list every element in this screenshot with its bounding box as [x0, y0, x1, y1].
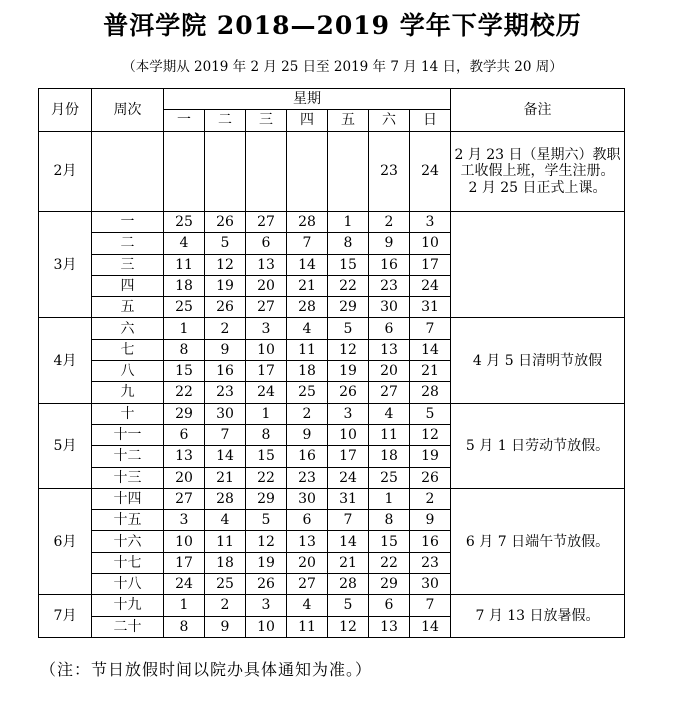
month-label: 5月: [39, 403, 92, 488]
day-cell: 8: [164, 339, 205, 360]
month-note: [451, 318, 625, 403]
day-cell: 27: [287, 574, 328, 595]
week-number: 三: [92, 254, 164, 275]
header-month: 月份: [39, 89, 92, 132]
day-cell: 30: [410, 574, 451, 595]
day-cell: 22: [164, 382, 205, 403]
day-cell: 20: [287, 552, 328, 573]
header-note: 备注: [451, 89, 625, 132]
day-cell: 7: [205, 424, 246, 445]
day-cell: 21: [287, 275, 328, 296]
day-cell: 1: [246, 403, 287, 424]
day-cell: 6: [369, 595, 410, 616]
day-cell: 18: [205, 552, 246, 573]
day-cell: 10: [328, 424, 369, 445]
day-cell: 15: [369, 531, 410, 552]
week-row: [39, 595, 625, 616]
day-cell: 17: [328, 446, 369, 467]
day-cell: 30: [287, 488, 328, 509]
semester-subtitle: （本学期从 2019 年 2 月 25 日至 2019 年 7 月 14 日，教学共 20 周）: [122, 59, 563, 75]
day-cell: 18: [164, 275, 205, 296]
day-cell: 7: [287, 233, 328, 254]
day-cell: 12: [328, 339, 369, 360]
day-cell: 19: [328, 361, 369, 382]
header-weekday: 四: [287, 110, 328, 132]
note-line: 2 月 23 日（星期六）教职工收假上班，学生注册。: [454, 147, 621, 180]
day-cell: 8: [328, 233, 369, 254]
day-cell: 29: [246, 488, 287, 509]
day-cell: 29: [328, 297, 369, 318]
footnote: （注：节日放假时间以院办具体通知为准。）: [40, 660, 373, 679]
day-cell: 20: [246, 275, 287, 296]
week-row: [39, 403, 625, 424]
day-cell: 29: [369, 574, 410, 595]
day-cell: 17: [246, 361, 287, 382]
day-cell: 25: [287, 382, 328, 403]
day-cell: 26: [328, 382, 369, 403]
day-cell: 5: [328, 595, 369, 616]
day-cell: 29: [164, 403, 205, 424]
week-row: [39, 488, 625, 509]
day-cell: [328, 132, 369, 212]
day-cell: 18: [287, 361, 328, 382]
month-label: 7月: [39, 595, 92, 638]
day-cell: 20: [164, 467, 205, 488]
week-number: 八: [92, 361, 164, 382]
day-cell: 27: [164, 488, 205, 509]
week-number: 五: [92, 297, 164, 318]
day-cell: 22: [369, 552, 410, 573]
month-label: 3月: [39, 212, 92, 318]
day-cell: 24: [164, 574, 205, 595]
day-cell: 23: [287, 467, 328, 488]
week-number: [92, 132, 164, 212]
day-cell: 23: [369, 275, 410, 296]
header-weekday: 日: [410, 110, 451, 132]
day-cell: 3: [246, 318, 287, 339]
day-cell: 4: [369, 403, 410, 424]
day-cell: 2: [287, 403, 328, 424]
day-cell: 10: [246, 616, 287, 637]
header-weekday: 一: [164, 110, 205, 132]
day-cell: 13: [246, 254, 287, 275]
day-cell: 15: [164, 361, 205, 382]
day-cell: 28: [205, 488, 246, 509]
day-cell: 4: [287, 318, 328, 339]
header-weekday: 六: [369, 110, 410, 132]
day-cell: 9: [205, 616, 246, 637]
day-cell: 6: [287, 510, 328, 531]
day-cell: 1: [369, 488, 410, 509]
week-number: 四: [92, 275, 164, 296]
day-cell: 26: [205, 212, 246, 233]
day-cell: 8: [246, 424, 287, 445]
day-cell: 28: [328, 574, 369, 595]
day-cell: 2: [205, 595, 246, 616]
note-line: 4 月 5 日清明节放假: [472, 352, 603, 369]
day-cell: 5: [410, 403, 451, 424]
month-note: [451, 212, 625, 318]
week-row: [39, 132, 625, 212]
day-cell: 1: [164, 595, 205, 616]
day-cell: 24: [410, 132, 451, 212]
day-cell: 10: [164, 531, 205, 552]
week-number: 九: [92, 382, 164, 403]
month-note: [451, 595, 625, 638]
day-cell: 19: [246, 552, 287, 573]
day-cell: 1: [328, 212, 369, 233]
day-cell: 6: [164, 424, 205, 445]
note-line: 2 月 25 日正式上课。: [468, 179, 607, 196]
day-cell: 30: [369, 297, 410, 318]
day-cell: 7: [410, 595, 451, 616]
day-cell: 13: [287, 531, 328, 552]
header-weekday-group: 星期: [164, 89, 451, 110]
header-weekday: 三: [246, 110, 287, 132]
day-cell: 28: [287, 297, 328, 318]
day-cell: 3: [328, 403, 369, 424]
day-cell: 10: [410, 233, 451, 254]
day-cell: [205, 132, 246, 212]
month-note: [451, 132, 625, 212]
note-line: 5 月 1 日劳动节放假。: [465, 437, 610, 454]
day-cell: 10: [246, 339, 287, 360]
day-cell: 12: [205, 254, 246, 275]
day-cell: 23: [205, 382, 246, 403]
month-label: 4月: [39, 318, 92, 403]
day-cell: 23: [369, 132, 410, 212]
day-cell: 21: [328, 552, 369, 573]
header-weekday: 五: [328, 110, 369, 132]
day-cell: 17: [410, 254, 451, 275]
day-cell: 28: [410, 382, 451, 403]
day-cell: 7: [410, 318, 451, 339]
week-number: 一: [92, 212, 164, 233]
day-cell: 4: [164, 233, 205, 254]
month-label: 2月: [39, 132, 92, 212]
day-cell: 15: [246, 446, 287, 467]
day-cell: 4: [287, 595, 328, 616]
day-cell: 16: [287, 446, 328, 467]
day-cell: 13: [164, 446, 205, 467]
day-cell: 11: [164, 254, 205, 275]
day-cell: 19: [410, 446, 451, 467]
day-cell: 8: [164, 616, 205, 637]
week-number: 六: [92, 318, 164, 339]
day-cell: 24: [410, 275, 451, 296]
week-row: [39, 212, 625, 233]
day-cell: 30: [205, 403, 246, 424]
day-cell: 21: [205, 467, 246, 488]
week-number: 十九: [92, 595, 164, 616]
day-cell: 7: [328, 510, 369, 531]
day-cell: 22: [328, 275, 369, 296]
day-cell: 2: [205, 318, 246, 339]
day-cell: 12: [246, 531, 287, 552]
day-cell: [246, 132, 287, 212]
day-cell: 8: [369, 510, 410, 531]
day-cell: 9: [369, 233, 410, 254]
day-cell: 31: [328, 488, 369, 509]
week-number: 二十: [92, 616, 164, 637]
day-cell: 9: [410, 510, 451, 531]
week-number: 十三: [92, 467, 164, 488]
day-cell: [164, 132, 205, 212]
day-cell: 15: [328, 254, 369, 275]
week-number: 十二: [92, 446, 164, 467]
day-cell: 25: [369, 467, 410, 488]
day-cell: 16: [369, 254, 410, 275]
day-cell: 14: [410, 616, 451, 637]
day-cell: 18: [369, 446, 410, 467]
day-cell: 9: [287, 424, 328, 445]
day-cell: 23: [410, 552, 451, 573]
day-cell: 13: [369, 616, 410, 637]
day-cell: 6: [369, 318, 410, 339]
day-cell: 13: [369, 339, 410, 360]
day-cell: 16: [205, 361, 246, 382]
day-cell: 2: [369, 212, 410, 233]
week-number: 十: [92, 403, 164, 424]
week-number: 二: [92, 233, 164, 254]
month-note: [451, 403, 625, 488]
day-cell: 31: [410, 297, 451, 318]
week-row: [39, 318, 625, 339]
day-cell: 14: [287, 254, 328, 275]
day-cell: 27: [369, 382, 410, 403]
day-cell: 12: [410, 424, 451, 445]
day-cell: 11: [369, 424, 410, 445]
week-number: 十八: [92, 574, 164, 595]
day-cell: 5: [246, 510, 287, 531]
day-cell: 17: [164, 552, 205, 573]
day-cell: 3: [246, 595, 287, 616]
note-line: 6 月 7 日端午节放假。: [465, 533, 610, 550]
day-cell: 27: [246, 212, 287, 233]
day-cell: 5: [205, 233, 246, 254]
day-cell: 25: [205, 574, 246, 595]
day-cell: 16: [410, 531, 451, 552]
page-title: 普洱学院 2018—2019 学年下学期校历: [103, 11, 582, 40]
day-cell: 24: [328, 467, 369, 488]
day-cell: 26: [246, 574, 287, 595]
header-week: 周次: [92, 89, 164, 132]
header-weekday: 二: [205, 110, 246, 132]
note-line: 7 月 13 日放暑假。: [475, 608, 600, 625]
week-number: 十一: [92, 424, 164, 445]
month-label: 6月: [39, 488, 92, 594]
day-cell: 24: [246, 382, 287, 403]
day-cell: 2: [410, 488, 451, 509]
day-cell: 14: [328, 531, 369, 552]
day-cell: 20: [369, 361, 410, 382]
day-cell: 11: [287, 616, 328, 637]
day-cell: 5: [328, 318, 369, 339]
month-note: [451, 488, 625, 594]
day-cell: 3: [164, 510, 205, 531]
day-cell: 3: [410, 212, 451, 233]
day-cell: 27: [246, 297, 287, 318]
day-cell: 14: [410, 339, 451, 360]
day-cell: 1: [164, 318, 205, 339]
day-cell: 6: [246, 233, 287, 254]
day-cell: 25: [164, 212, 205, 233]
day-cell: [287, 132, 328, 212]
day-cell: 26: [205, 297, 246, 318]
day-cell: 4: [205, 510, 246, 531]
day-cell: 11: [205, 531, 246, 552]
week-number: 十七: [92, 552, 164, 573]
day-cell: 19: [205, 275, 246, 296]
day-cell: 26: [410, 467, 451, 488]
day-cell: 25: [164, 297, 205, 318]
day-cell: 11: [287, 339, 328, 360]
day-cell: 14: [205, 446, 246, 467]
week-number: 十四: [92, 488, 164, 509]
school-calendar-table: [38, 88, 625, 638]
day-cell: 22: [246, 467, 287, 488]
day-cell: 9: [205, 339, 246, 360]
week-number: 七: [92, 339, 164, 360]
day-cell: 12: [328, 616, 369, 637]
day-cell: 21: [410, 361, 451, 382]
week-number: 十六: [92, 531, 164, 552]
day-cell: 28: [287, 212, 328, 233]
week-number: 十五: [92, 510, 164, 531]
